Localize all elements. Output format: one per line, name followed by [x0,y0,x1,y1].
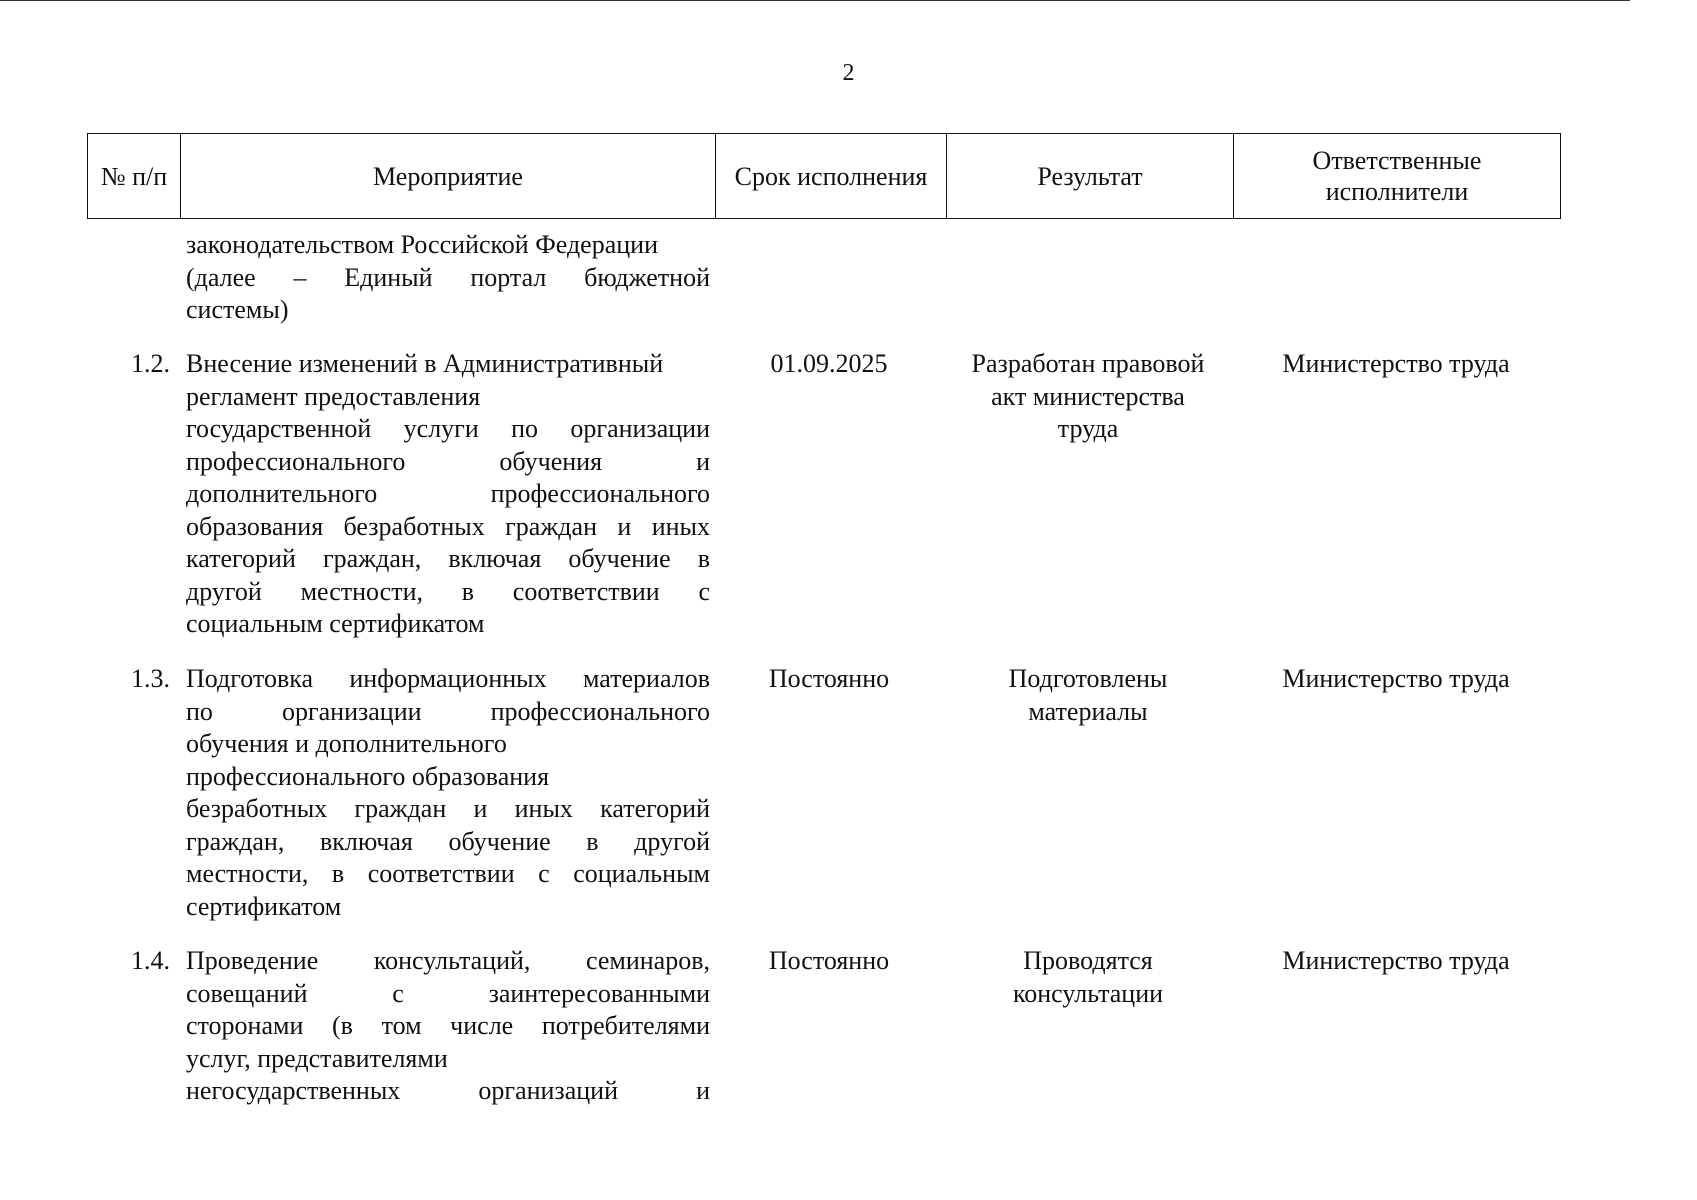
row-result: Разработан правовой акт министерства труда [971,349,1205,443]
row-deadline: Постоянно [768,946,890,975]
table-header [87,133,1561,219]
row-activity: Подготовка информационных материалов по организации профессионального обучения и дополнительного профессионального образования безработных граждан и иных категорий граждан, включая обучение в другой местности, в соответствии с социальным сертификатом [186,664,710,921]
row-responsible: Министерство труда [1282,349,1510,378]
row-number: 1.4. [131,946,170,975]
top-border-line [0,0,1630,1]
header-responsible: Ответственные исполнители [1234,134,1561,219]
row-deadline: 01.09.2025 [770,349,888,378]
row-result: Подготовлены материалы [1008,664,1168,726]
row-activity: Проведение консультаций, семинаров, совещаний с заинтересованными сторонами (в том числе потребителями услуг, представителями негосударственных организаций и [186,946,710,1105]
row-responsible: Министерство труда [1282,946,1510,975]
row-result: Проводятся консультации [1012,946,1164,1008]
header-num: № п/п [88,134,181,219]
header-result: Результат [947,134,1234,219]
header-deadline: Срок исполнения [716,134,947,219]
continuation-activity: законодательством Российской Федерации (далее – Единый портал бюджетной системы) [186,230,710,324]
header-activity: Мероприятие [181,134,716,219]
row-responsible: Министерство труда [1282,664,1510,693]
row-number: 1.2. [131,349,170,378]
page-number: 2 [842,60,855,86]
row-number: 1.3. [131,664,170,693]
row-deadline: Постоянно [768,664,890,693]
row-activity: Внесение изменений в Административный регламент предоставления государственной услуги по организации профессионального обучения и дополнительного профессионального образования безработных граждан и иных категорий граждан, включая обучение в другой местности, в соответствии с социальным сертификатом [186,349,710,638]
